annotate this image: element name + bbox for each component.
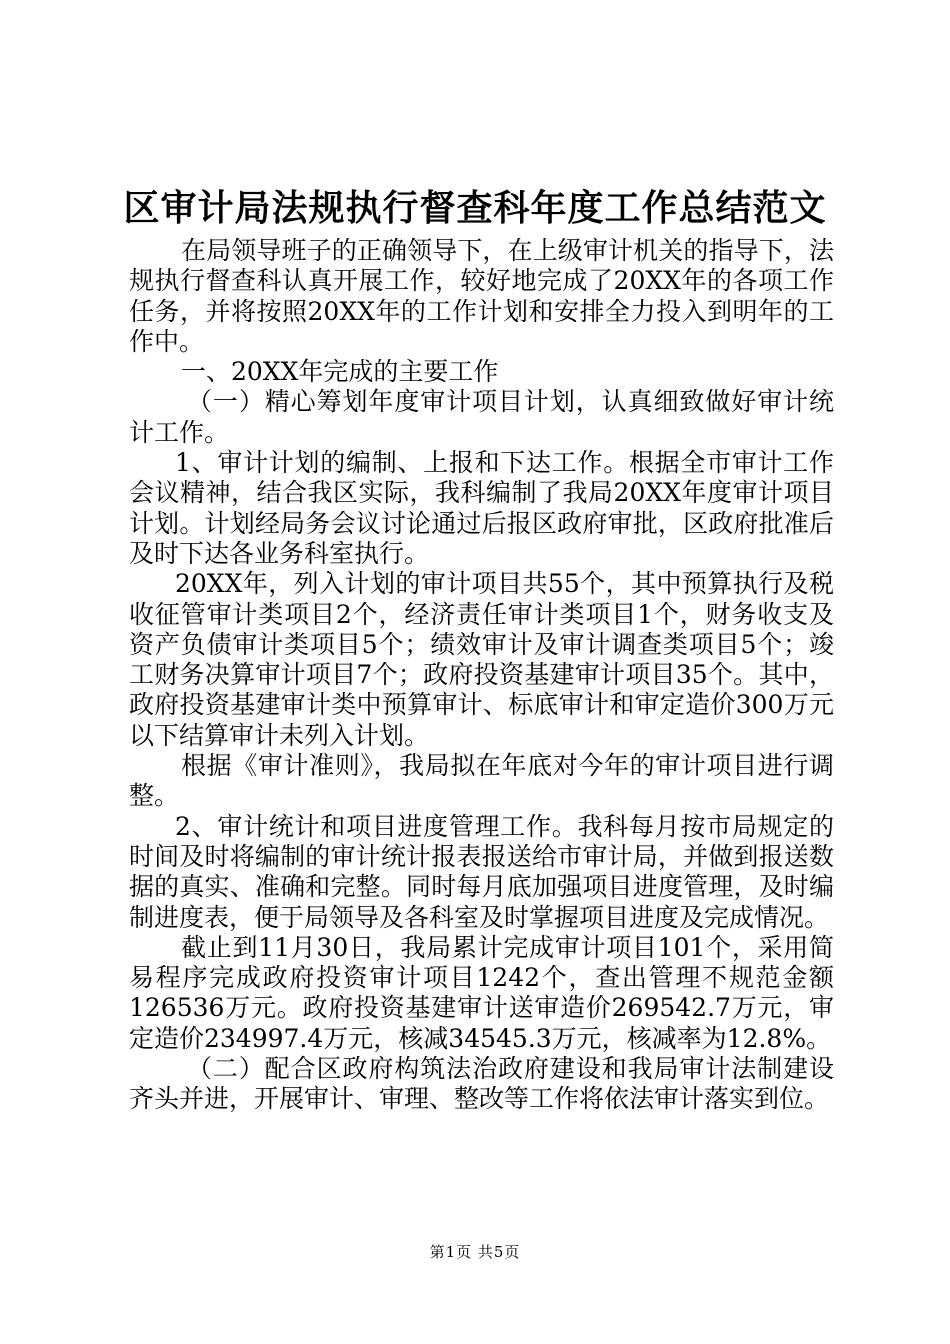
document-body <box>129 236 834 1115</box>
subsection-heading-1: （一）精心筹划年度审计项目计划，认真细致做好审计统计工作。 <box>129 387 834 447</box>
paragraph-statistics: 2、审计统计和项目进度管理工作。我科每月按市局规定的时间及时将编制的审计统计报表报送给市审计局，并做到报送数据的真实、准确和完整。同时每月底加强项目进度管理，及时编制进度表，便于局领导及各科室及时掌握项目进度及完成情况。 <box>129 811 834 932</box>
paragraph-adjustment: 根据《审计准则》，我局拟在年底对今年的审计项目进行调整。 <box>129 751 834 811</box>
paragraph-audit-plan: 1、审计计划的编制、上报和下达工作。根据全市审计工作会议精神，结合我区实际，我科编制了我局20XX年度审计项目计划。计划经局务会议讨论通过后报区政府审批，区政府批准后及时下达各业务科室执行。 <box>129 448 834 568</box>
paragraph-progress-summary: 截止到11月30日，我局累计完成审计项目101个，采用简易程序完成政府投资审计项目1242个，查出管理不规范金额126536万元。政府投资基建审计送审造价269542.7万元，审定造价234997.4万元，核减34545.3万元，核减率为12.8%。 <box>129 932 834 1053</box>
section-heading-main-work: 一、20XX年完成的主要工作 <box>181 357 499 387</box>
page-number-footer: 第1页 共5页 <box>429 1243 521 1261</box>
paragraph-intro: 在局领导班子的正确领导下，在上级审计机关的指导下，法规执行督查科认真开展工作，较好地完成了20XX年的各项工作任务，并将按照20XX年的工作计划和安排全力投入到明年的工作中。 <box>129 236 834 356</box>
document-title: 区审计局法规执行督查科年度工作总结范文 <box>123 188 827 229</box>
paragraph-project-count: 20XX年，列入计划的审计项目共55个，其中预算执行及税收征管审计类项目2个，经济责任审计类项目1个，财务收支及资产负债审计类项目5个；绩效审计及审计调查类项目5个；竣工财务决算审计项目7个；政府投资基建审计项目35个。其中，政府投资基建审计类中预算审计、标底审计和审定造价300万元以下结算审计未列入计划。 <box>129 569 834 750</box>
subsection-heading-2: （二）配合区政府构筑法治政府建设和我局审计法制建设齐头并进，开展审计、审理、整改等工作将依法审计落实到位。 <box>129 1054 834 1114</box>
